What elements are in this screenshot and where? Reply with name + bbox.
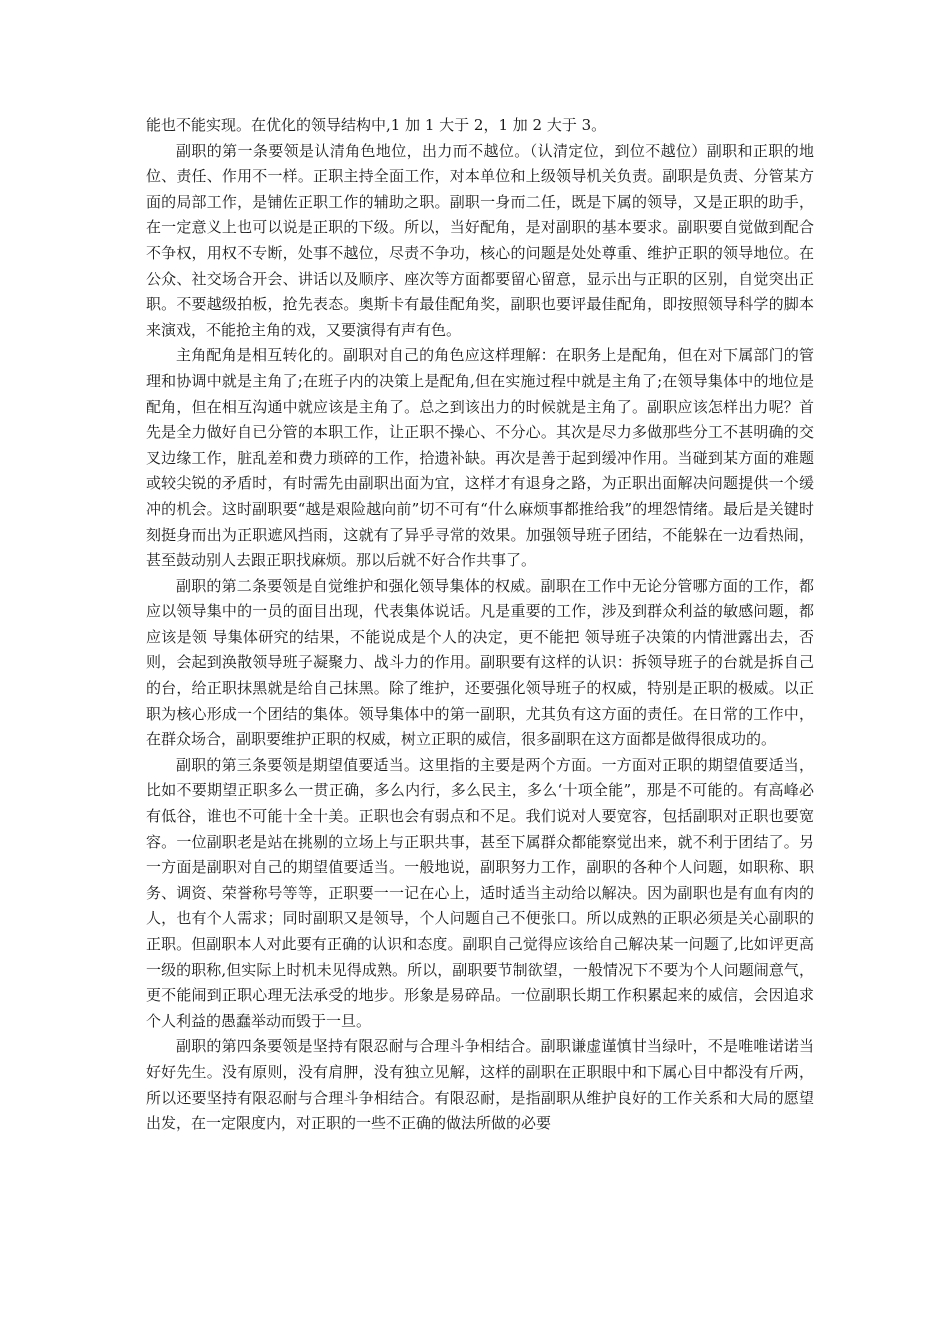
paragraph: 能也不能实现。在优化的领导结构中,1 加 1 大于 2，1 加 2 大于 3。 [146, 116, 607, 134]
paragraph: 副职的第四条要领是坚持有限忍耐与合理斗争相结合。副职谦虚谨慎甘当绿叶，不是唯唯诺诺当好好先生。没有原则，没有肩胛，没有独立见解，这样的副职在正职眼中和下属心目中都没有斤两，所以还要坚持有限忍耐与合理斗争相结合。有限忍耐，是指副职从维护良好的工作关系和大局的愿望出发，在一定限度内，对正职的一些不正确的做法所做的必要 [146, 1037, 814, 1133]
paragraph: 主角配角是相互转化的。副职对自己的角色应这样理解：在职务上是配角，但在对下属部门的管理和协调中就是主角了;在班子内的决策上是配角,但在实施过程中就是主角了;在领导集体中的地位是配角，但在相互沟通中就应该是主角了。总之到该出力的时候就是主角了。副职应该怎样出力呢？首先是全力做好自已分管的本职工作，让正职不操心、不分心。其次是尽力多做那些分工不甚明确的交叉边缘工作，脏乱差和费力琐碎的工作，拾遗补缺。再次是善于起到缓冲作用。当碰到某方面的难题或较尖锐的矛盾时，有时需先由副职出面为宜，这样才有退身之路，为正职出面解决问题提供一个缓冲的机会。这时副职要“越是艰险越向前”切不可有“什么麻烦事都推给我”的埋怨情绪。最后是关键时刻挺身而出为正职遮风挡雨，这就有了异乎寻常的效果。加强领导班子团结，不能躲在一边看热闹，甚至鼓动别人去跟正职找麻烦。那以后就不好合作共事了。 [146, 346, 814, 570]
paragraph: 副职的第三条要领是期望值要适当。这里指的主要是两个方面。一方面对正职的期望值要适当，比如不要期望正职多么一贯正确，多么内行，多么民主，多么‘十项全能”，那是不可能的。有高峰必有低谷，谁也不可能十全十美。正职也会有弱点和不足。我们说对人要宽容，包括副职对正职也要宽容。一位副职老是站在挑剔的立场上与正职共事，甚至下属群众都能察觉出来，就不利于团结了。另一方面是副职对自己的期望值要适当。一般地说，副职努力工作，副职的各种个人问题，如职称、职务、调资、荣誉称号等等，正职要一一记在心上，适时适当主动给以解决。因为副职也是有血有肉的人，也有个人需求；同时副职又是领导，个人问题自己不便张口。所以成熟的正职必须是关心副职的正职。但副职本人对此要有正确的认识和态度。副职自己觉得应该给自己解决某一问题了,比如评更高一级的职称,但实际上时机未见得成熟。所以，副职要节制欲望，一般情况下不要为个人问题闹意气，更不能闹到正职心理无法承受的地步。形象是易碎品。一位副职长期工作积累起来的威信，会因追求个人利益的愚蠢举动而毁于一旦。 [146, 755, 814, 1030]
paragraph: 副职的第一条要领是认清角色地位，出力而不越位。（认清定位，到位不越位）副职和正职的地位、责任、作用不一样。正职主持全面工作，对本单位和上级领导机关负责。副职是负责、分管某方面的局部工作，是铺佐正职工作的辅助之职。副职一身而二任，既是下属的领导，又是正职的助手，在一定意义上也可以说是正职的下级。所以，当好配角，是对副职的基本要求。副职要自觉做到配合不争权，用权不专断，处事不越位，尽责不争功，核心的问题是处处尊重、维护正职的领导地位。在公众、社交场合开会、讲话以及顺序、座次等方面都要留心留意，显示出与正职的区别，自觉突出正职。不要越级拍板，抢先表态。奥斯卡有最佳配角奖，副职也要评最佳配角，即按照领导科学的脚本来演戏，不能抢主角的戏，又要演得有声有色。 [146, 141, 814, 339]
paragraph: 副职的第二条要领是自觉维护和强化领导集体的权威。副职在工作中无论分管哪方面的工作，都应以领导集中的一员的面目出现，代表集体说话。凡是重要的工作，涉及到群众利益的敏感问题，都应该是领 导集体研究的结果，不能说成是个人的决定，更不能把 领导班子决策的内情泄露出去，否则，会起到涣散领导班子凝聚力、战斗力的作用。副职要有这样的认识：拆领导班子的台就是拆自己的台，给正职抹黑就是给自己抹黑。除了维护，还要强化领导班子的权威，特别是正职的极威。以正职为核心形成一个团结的集体。领导集体中的第一副职，尤其负有这方面的责任。在日常的工作中，在群众场合，副职要维护正职的权威，树立正职的威信，很多副职在这方面都是做得很成功的。 [146, 576, 814, 749]
document-body [146, 113, 814, 1137]
